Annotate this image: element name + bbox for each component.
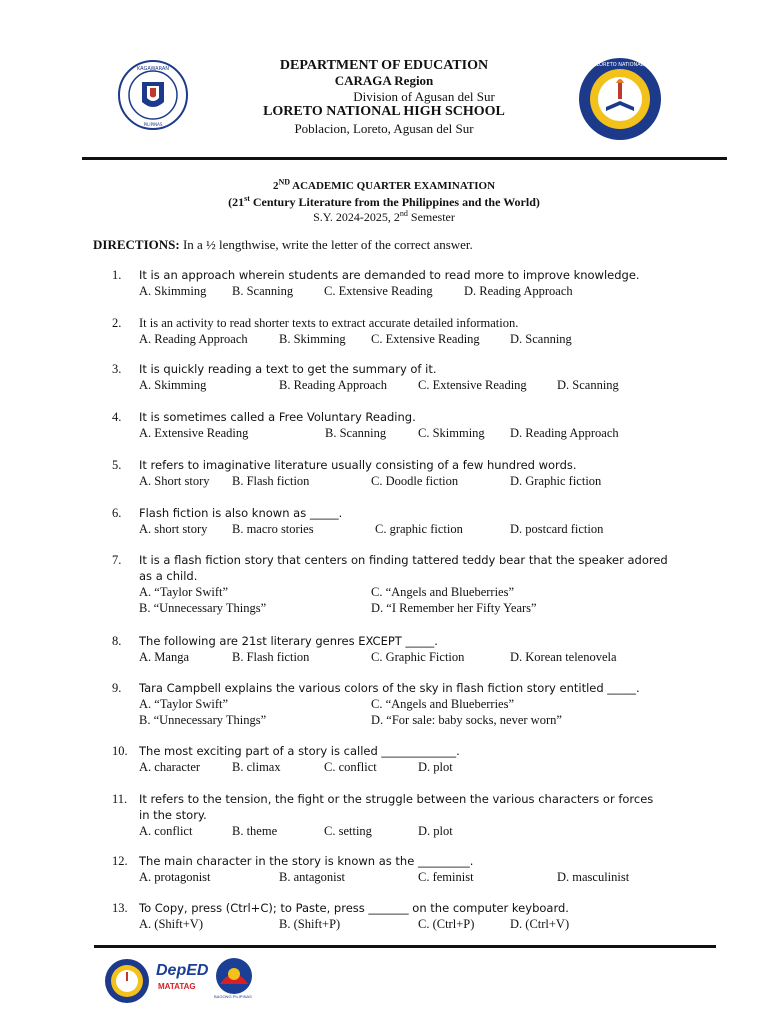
deped-logo: DepED	[156, 962, 209, 979]
answer-option: C. Extensive Reading	[418, 378, 527, 392]
svg-text:KAGAWARAN: KAGAWARAN	[136, 66, 170, 72]
question-text: It is a flash fiction story that centers on finding tattered teddy bear that the speaker adored	[139, 553, 668, 567]
division-title: Division of Agusan del Sur	[353, 89, 495, 104]
answer-option: C. conflict	[324, 760, 377, 774]
bagong-pilipinas-logo-icon	[214, 956, 254, 996]
dept-title: DEPARTMENT OF EDUCATION	[279, 58, 489, 73]
question-text: It is an approach wherein students are demanded to read more to improve knowledge.	[139, 268, 640, 282]
answer-option: C. Graphic Fiction	[371, 650, 465, 664]
exam-subject: (21st Century Literature from the Philippines and the World)	[228, 194, 540, 209]
svg-text:PILIPINAS: PILIPINAS	[143, 122, 163, 127]
answer-option: B. Skimming	[279, 332, 346, 346]
answer-option: D. postcard fiction	[510, 522, 604, 536]
footer-school-seal-icon	[104, 958, 150, 1004]
answer-option: C. feminist	[418, 870, 474, 884]
question-text: It refers to imaginative literature usually consisting of a few hundred words.	[139, 458, 577, 472]
question-text: It is sometimes called a Free Voluntary Reading.	[139, 410, 416, 424]
footer-divider	[94, 945, 716, 948]
answer-option: D. Reading Approach	[510, 426, 619, 440]
answer-option: B. (Shift+P)	[279, 917, 341, 931]
answer-option: B. Reading Approach	[279, 378, 387, 392]
directions: DIRECTIONS: In a ½ lengthwise, write the letter of the correct answer.	[93, 237, 473, 252]
question-text: Flash fiction is also known as _____.	[139, 506, 343, 520]
answer-option: C. Doodle fiction	[371, 474, 459, 488]
answer-option: C. Skimming	[418, 426, 485, 440]
answer-option: B. macro stories	[232, 522, 314, 536]
answer-option: A. protagonist	[139, 870, 211, 884]
question-text-continued: in the story.	[139, 808, 207, 822]
answer-option: A. conflict	[139, 824, 193, 838]
answer-option: A. Skimming	[139, 284, 207, 298]
answer-option: A. Manga	[139, 650, 189, 664]
answer-option: A. Short story	[139, 474, 210, 488]
answer-option: D. masculinist	[557, 870, 630, 884]
answer-option: B. Scanning	[232, 284, 294, 298]
question-text: It is quickly reading a text to get the summary of it.	[139, 362, 437, 376]
question-text: It refers to the tension, the fight or the struggle between the various characters or forces	[139, 792, 654, 806]
question-text: The main character in the story is known as the _________.	[139, 854, 474, 868]
answer-option: C. Extensive Reading	[371, 332, 480, 346]
answer-option: B. theme	[232, 824, 278, 838]
answer-option: B. Scanning	[325, 426, 387, 440]
answer-option: A. Extensive Reading	[139, 426, 249, 440]
answer-option: B. “Unnecessary Things”	[139, 713, 267, 727]
answer-option: A. character	[139, 760, 201, 774]
answer-option: B. Flash fiction	[232, 474, 310, 488]
answer-option: C. “Angels and Blueberries”	[371, 585, 515, 599]
school-title: LORETO NATIONAL HIGH SCHOOL	[263, 104, 505, 119]
question-text: Tara Campbell explains the various colors of the sky in flash fiction story entitled _____.	[139, 681, 640, 695]
answer-option: D. plot	[418, 824, 453, 838]
answer-option: D. (Ctrl+V)	[510, 917, 570, 931]
answer-option: D. “For sale: baby socks, never worn”	[371, 713, 562, 727]
bagong-pilipinas-text: BAGONG PILIPINAS	[214, 994, 252, 999]
region-title: CARAGA Region	[334, 73, 434, 88]
answer-option: D. Korean telenovela	[510, 650, 617, 664]
answer-option: B. Flash fiction	[232, 650, 310, 664]
question-text-continued: as a child.	[139, 569, 198, 583]
answer-option: A. Skimming	[139, 378, 207, 392]
answer-option: D. plot	[418, 760, 453, 774]
question-text: To Copy, press (Ctrl+C); to Paste, press _______ on the computer keyboard.	[139, 901, 569, 915]
answer-option: A. Reading Approach	[139, 332, 248, 346]
answer-option: C. Extensive Reading	[324, 284, 433, 298]
address-title: Poblacion, Loreto, Agusan del Sur	[294, 121, 474, 136]
school-year: S.Y. 2024-2025, 2nd Semester	[313, 209, 455, 224]
answer-option: D. Reading Approach	[464, 284, 573, 298]
answer-option: A. short story	[139, 522, 208, 536]
answer-option: B. antagonist	[279, 870, 345, 884]
answer-option: D. “I Remember her Fifty Years”	[371, 601, 537, 615]
svg-text:LORETO NATIONAL: LORETO NATIONAL	[596, 62, 644, 68]
question-text: The most exciting part of a story is called _____________.	[139, 744, 460, 758]
answer-option: B. climax	[232, 760, 281, 774]
answer-option: D. Scanning	[510, 332, 572, 346]
answer-option: D. Graphic fiction	[510, 474, 602, 488]
answer-option: B. “Unnecessary Things”	[139, 601, 267, 615]
answer-option: A. “Taylor Swift”	[139, 585, 229, 599]
answer-option: C. “Angels and Blueberries”	[371, 697, 515, 711]
answer-option: C. setting	[324, 824, 372, 838]
answer-option: A. (Shift+V)	[139, 917, 203, 931]
header-divider	[82, 157, 727, 160]
answer-option: C. (Ctrl+P)	[418, 917, 475, 931]
matatag-logo: MATATAG	[158, 982, 196, 991]
question-text: The following are 21st literary genres EXCEPT _____.	[139, 634, 438, 648]
exam-title: 2ND ACADEMIC QUARTER EXAMINATION	[272, 177, 496, 192]
answer-option: A. “Taylor Swift”	[139, 697, 229, 711]
question-text: It is an activity to read shorter texts to extract accurate detailed information.	[139, 316, 519, 330]
answer-option: C. graphic fiction	[375, 522, 463, 536]
answer-option: D. Scanning	[557, 378, 619, 392]
